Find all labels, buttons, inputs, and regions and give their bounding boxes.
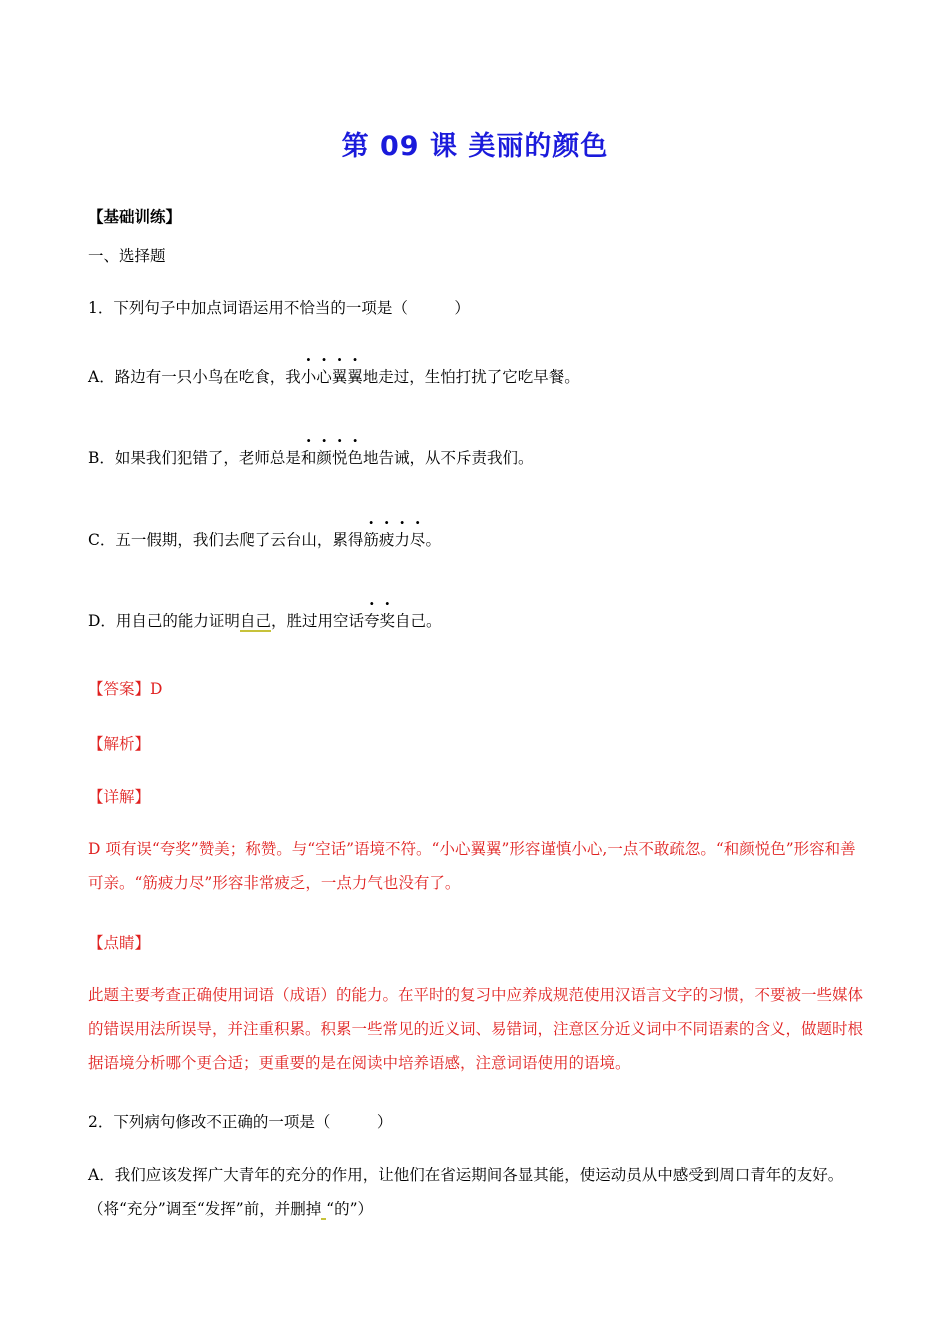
option-d-text-after: 自己。 xyxy=(395,612,442,630)
question-2-stem: 2．下列病句修改不正确的一项是（ ） xyxy=(88,1113,393,1131)
dotted-char: 尽 xyxy=(409,531,426,549)
answer-line xyxy=(88,678,863,700)
analysis-label: 【解析】 xyxy=(88,735,151,753)
option-b-dotted-word xyxy=(301,449,363,467)
question-2-option-a xyxy=(88,1158,863,1226)
question-1-option-c xyxy=(88,529,863,551)
option-b-text-before: B．如果我们犯错了，老师总是 xyxy=(88,449,301,467)
answer-label: 【答案】 xyxy=(88,680,151,698)
dotted-char: 颜 xyxy=(316,449,332,467)
option-a-dotted-word xyxy=(301,368,363,386)
option-a-text-after: 地走过，生怕打扰了它吃早餐。 xyxy=(362,368,580,386)
option-d-dotted-word xyxy=(364,612,395,630)
option-d-text-middle: ，胜过用空话 xyxy=(270,612,364,630)
question-1-option-b xyxy=(88,447,863,469)
question-1-stem: 1．下列句子中加点词语运用不恰当的一项是（ ） xyxy=(88,299,470,317)
option-c-dotted-word xyxy=(363,531,425,549)
page-title: 第 09 课 美丽的颜色 xyxy=(341,131,609,162)
dotted-char: 筋 xyxy=(363,531,379,549)
option-c-text-after: 。 xyxy=(425,531,441,549)
dotted-char: 翼 xyxy=(347,368,363,386)
dotted-char: 力 xyxy=(394,531,410,549)
dotted-char: 疲 xyxy=(378,531,395,549)
dotted-char: 夸 xyxy=(363,612,380,630)
dotted-char: 奖 xyxy=(379,612,395,630)
option-b-text-after: 地告诫，从不斥责我们。 xyxy=(362,449,534,467)
tip-label: 【点睛】 xyxy=(88,934,151,952)
dotted-char: 悦 xyxy=(331,449,348,467)
q2-option-a-text: A．我们应该发挥广大青年的充分的作用，让他们在省运期间各显其能，使运动员从中感受到周口青年的友好。（将“充分”调至“发挥”前，并删掉 xyxy=(88,1166,844,1218)
option-a-text-before: A．路边有一只小鸟在吃食，我 xyxy=(88,368,301,386)
dotted-char: 和 xyxy=(300,449,317,467)
option-d-marked-word: 自己 xyxy=(239,612,271,630)
part-label: 一、选择题 xyxy=(88,247,166,265)
question-1-option-a xyxy=(88,366,863,388)
dotted-char: 翼 xyxy=(331,368,348,386)
q2-option-a-text-end: “的”） xyxy=(326,1200,373,1218)
tip-text: 此题主要考查正确使用词语（成语）的能力。在平时的复习中应养成规范使用汉语言文字的习惯，不要被一些媒体的错误用法所误导，并注重积累。积累一些常见的近义词、易错词，注意区分近义词中不同语素的含义，做题时根据语境分析哪个更合适；更重要的是在阅读中培养语感，注意词语使用的语境。 xyxy=(88,986,864,1072)
detail-text: D 项有误“夸奖”赞美；称赞。与“空话”语境不符。“小心翼翼”形容谨慎小心,一点不敢疏忽。“和颜悦色”形容和善可亲。“筋疲力尽”形容非常疲乏，一点力气也没有了。 xyxy=(88,840,856,892)
answer-value: D xyxy=(150,680,163,698)
option-d-text-before: D．用自己的能力证明 xyxy=(88,612,240,630)
dotted-char: 心 xyxy=(316,368,332,386)
option-c-text-before: C．五一假期，我们去爬了云台山，累得 xyxy=(88,531,364,549)
dotted-char: 色 xyxy=(347,449,363,467)
dotted-char: 小 xyxy=(300,368,317,386)
section-header: 【基础训练】 xyxy=(88,207,182,226)
detail-label: 【详解】 xyxy=(88,788,151,806)
question-1-option-d xyxy=(88,610,863,632)
